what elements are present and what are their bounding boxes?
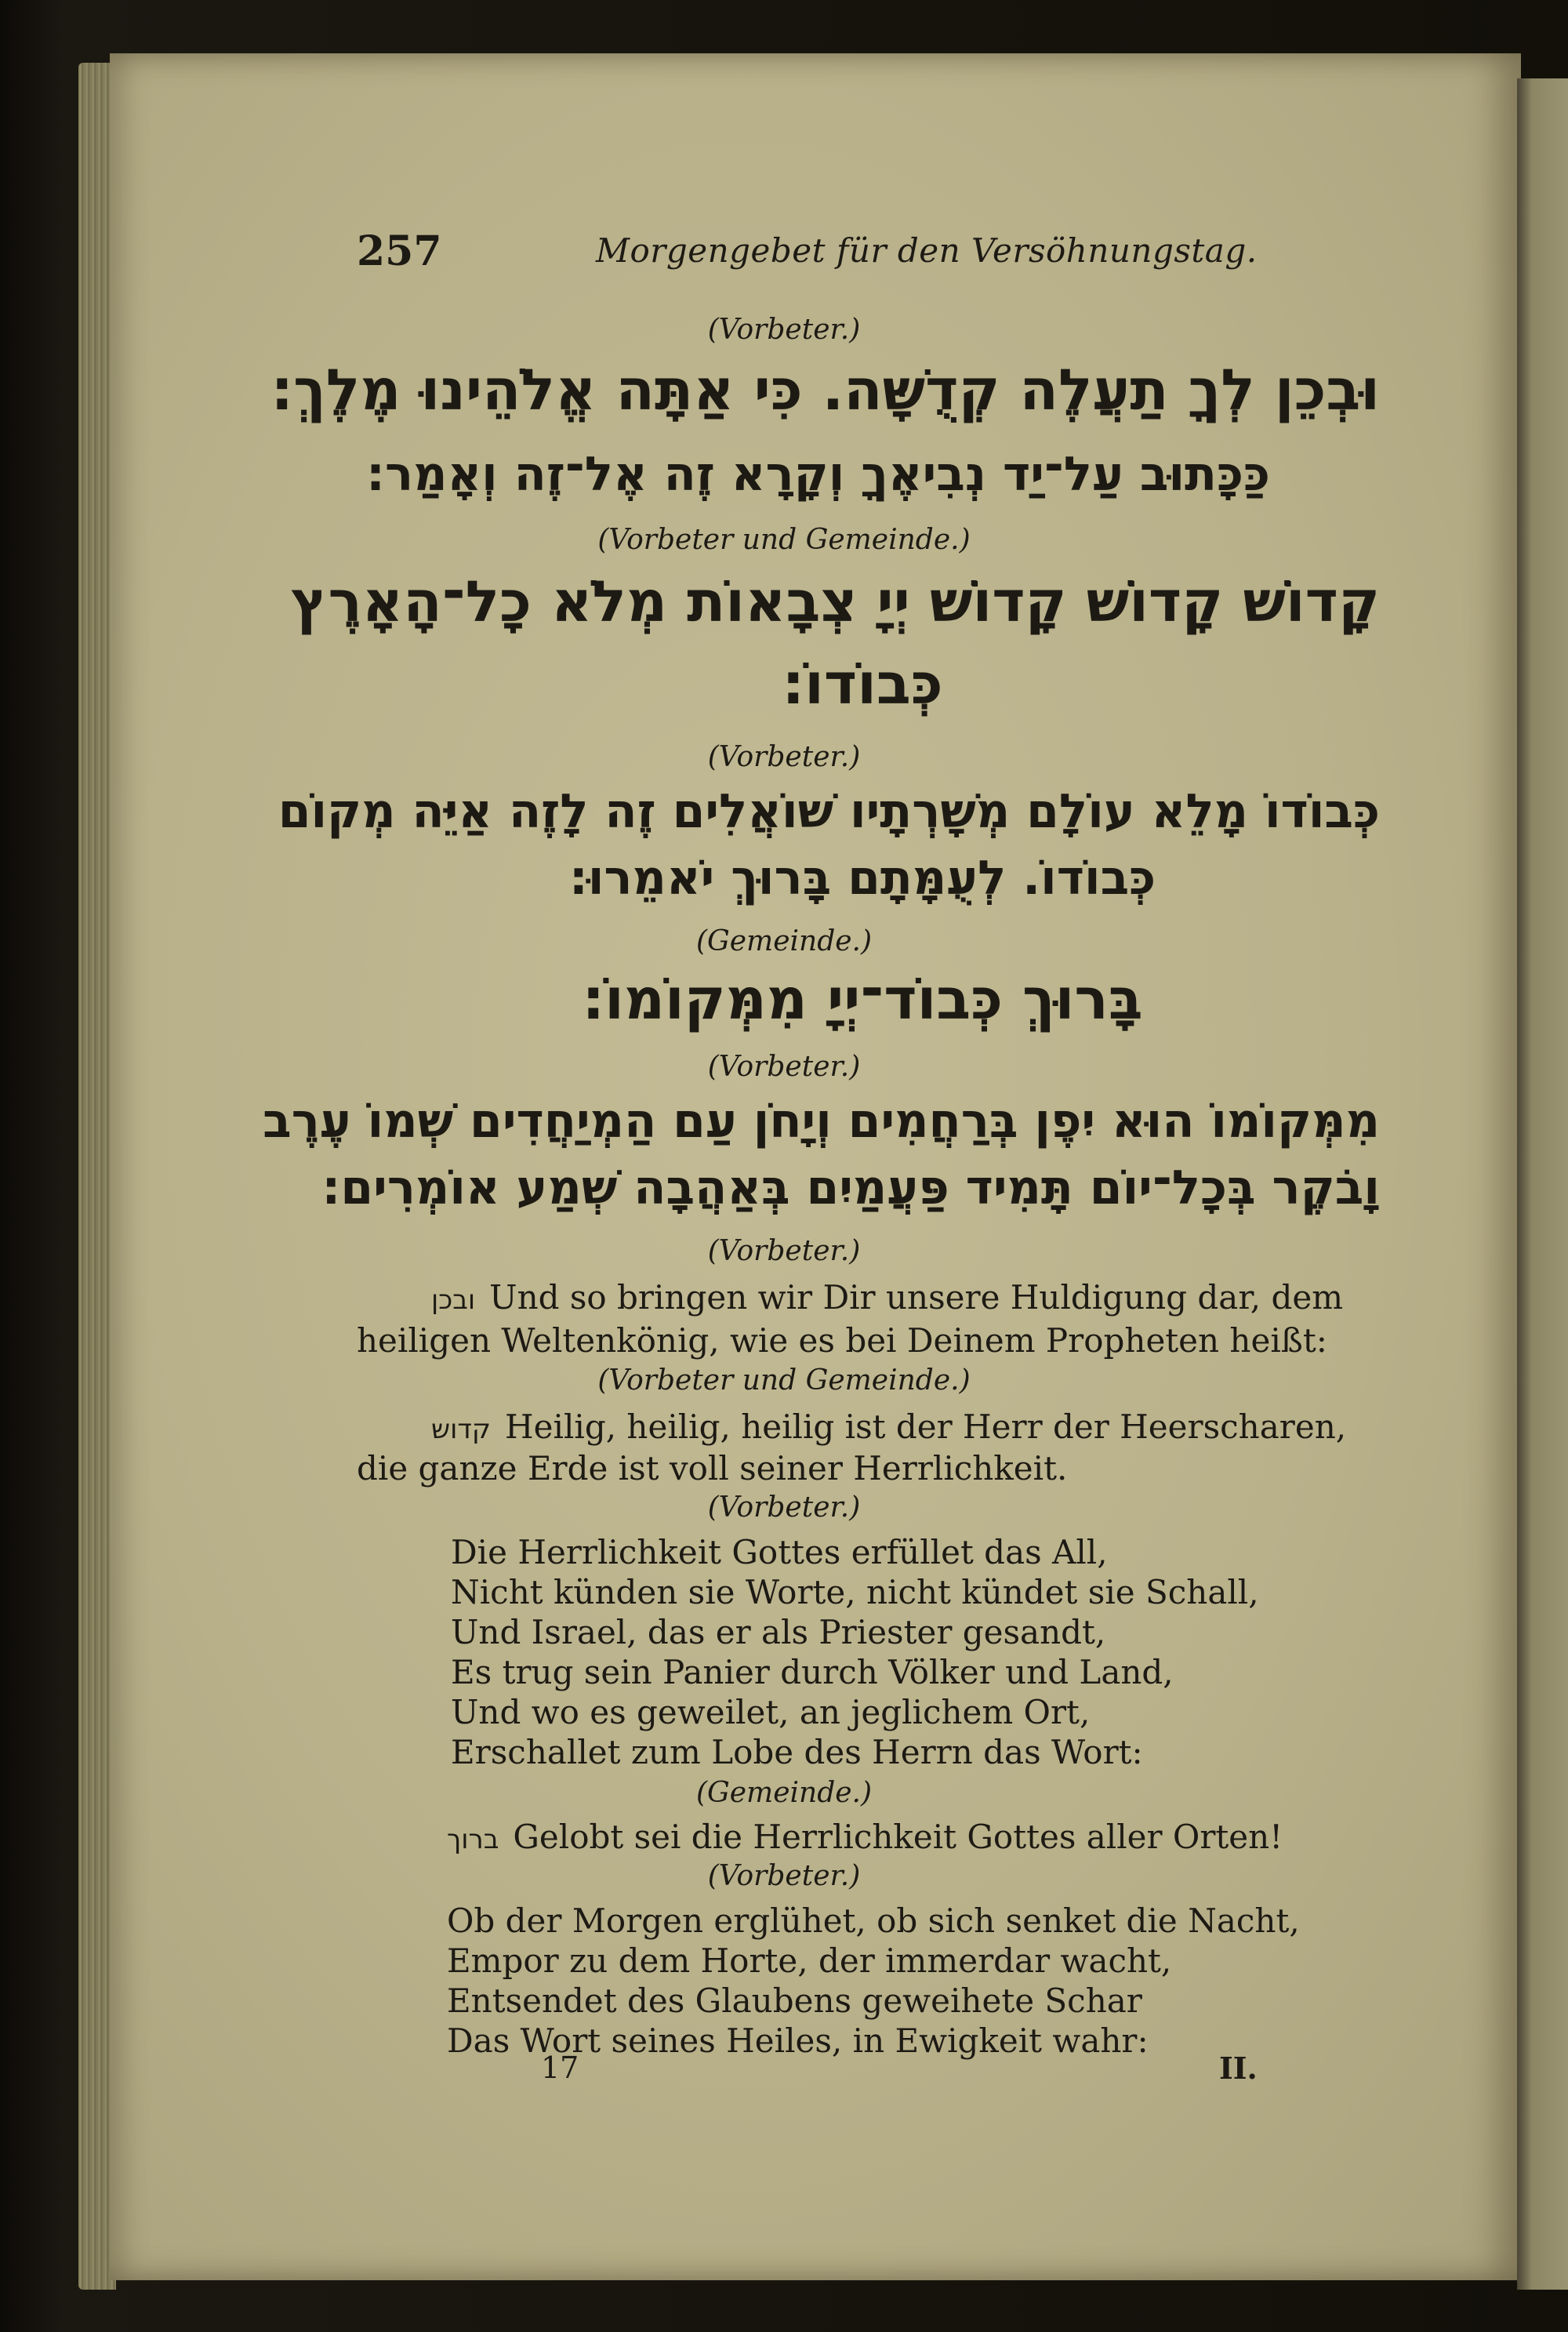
german-para-2-line-2: die ganze Erde ist voll seiner Herrlichkeit. xyxy=(357,1449,1068,1487)
german-speaker-vorbeter-3: (Vorbeter.) xyxy=(707,1860,861,1892)
volume-mark: II. xyxy=(1219,2050,1258,2086)
hebrew-speaker-vorbeter-gemeinde: (Vorbeter und Gemeinde.) xyxy=(597,524,971,556)
verse-10: Das Wort seines Heiles, in Ewigkeit wahr: xyxy=(447,2021,1149,2060)
verse-7: Ob der Morgen erglühet, ob sich senket die Nacht, xyxy=(447,1902,1300,1940)
german-para-2-line-1 xyxy=(431,1408,1346,1446)
hebrew-speaker-vorbeter-3: (Vorbeter.) xyxy=(707,1051,861,1083)
hebrew-line-6: כְּבוֹדוֹ. לְעֻמָּתָם בָּרוּךְ יֹאמֵרוּ: xyxy=(568,851,1156,906)
hebrew-line-8: מִמְּקוֹמוֹ הוּא יִפֶן בְּרַחֲמִים וְיָחֹן עַם הַמְיַחֲדִים שְׁמוֹ עֶרֶב xyxy=(263,1094,1380,1149)
german-para-1-line-1 xyxy=(431,1278,1343,1317)
hebrew-marker-baruch: ברוך xyxy=(447,1824,499,1855)
hebrew-marker-uvechen: ובכן xyxy=(431,1284,476,1316)
verse-2: Nicht künden sie Worte, nicht kündet sie Schall, xyxy=(451,1573,1259,1611)
hebrew-line-3: קָדוֹשׁ קָדוֹשׁ קָדוֹשׁ יְיָ צְבָאוֹת מְלֹא כָל־הָאָרֶץ xyxy=(290,568,1380,634)
page-number: 257 xyxy=(357,227,442,275)
hebrew-marker-kadosh: קדוש xyxy=(431,1414,492,1445)
verse-6: Erschallet zum Lobe des Herrn das Wort: xyxy=(451,1733,1143,1771)
hebrew-line-1: וּבְכֵן לְךָ תַעֲלֶה קְדֻשָּׁה. כִּי אַתָּה אֱלֹהֵינוּ מֶלֶךְ: xyxy=(270,357,1380,423)
verse-5: Und wo es geweilet, an jeglichem Ort, xyxy=(451,1693,1091,1731)
german-speaker-vorbeter-1: (Vorbeter.) xyxy=(707,1235,861,1267)
verse-1: Die Herrlichkeit Gottes erfüllet das All, xyxy=(451,1533,1108,1571)
verse-9: Entsendet des Glaubens geweihete Schar xyxy=(447,1981,1142,2020)
hebrew-line-5: כְּבוֹדוֹ מָלֵא עוֹלָם מְשָׁרְתָיו שׁוֹאֲלִים זֶה לָזֶה אַיֵּה מְקוֹם xyxy=(278,784,1380,839)
hebrew-speaker-vorbeter-2: (Vorbeter.) xyxy=(707,741,861,773)
verse-8: Empor zu dem Horte, der immerdar wacht, xyxy=(447,1942,1172,1980)
german-speaker-gemeinde: (Gemeinde.) xyxy=(695,1777,873,1809)
german-text-2: Heilig, heilig, heilig ist der Herr der Heerscharen, xyxy=(505,1408,1347,1446)
hebrew-line-2: כַּכָּתוּב עַל־יַד נְבִיאֶךָ וְקָרָא זֶה אֶל־זֶה וְאָמַר: xyxy=(365,447,1270,502)
german-text-1: Und so bringen wir Dir unsere Huldigung dar, dem xyxy=(489,1278,1344,1317)
hebrew-line-7: בָּרוּךְ כְּבוֹד־יְיָ מִמְּקוֹמוֹ: xyxy=(582,966,1143,1032)
hebrew-speaker-vorbeter-1: (Vorbeter.) xyxy=(707,314,861,346)
hebrew-speaker-gemeinde: (Gemeinde.) xyxy=(695,925,873,957)
verse-3: Und Israel, das er als Priester gesandt, xyxy=(451,1613,1106,1651)
signature-mark: 17 xyxy=(541,2050,579,2085)
running-title: Morgengebet für den Versöhnungstag. xyxy=(596,231,1258,270)
verse-4: Es trug sein Panier durch Völker und Land, xyxy=(451,1653,1174,1691)
german-para-1-line-2: heiligen Weltenkönig, wie es bei Deinem Propheten heißt: xyxy=(357,1321,1327,1360)
german-speaker-vorbeter-gemeinde: (Vorbeter und Gemeinde.) xyxy=(597,1364,971,1397)
german-speaker-vorbeter-2: (Vorbeter.) xyxy=(707,1491,861,1524)
german-text-3: Gelobt sei die Herrlichkeit Gottes aller Orten! xyxy=(513,1818,1283,1856)
hebrew-line-9: וָבֹקֶר בְּכָל־יוֹם תָּמִיד פַּעֲמַיִם בְּאַהֲבָה שְׁמַע אוֹמְרִים: xyxy=(321,1161,1380,1215)
german-para-3-line-1 xyxy=(447,1818,1283,1856)
hebrew-line-4: כְּבוֹדוֹ: xyxy=(782,651,943,717)
